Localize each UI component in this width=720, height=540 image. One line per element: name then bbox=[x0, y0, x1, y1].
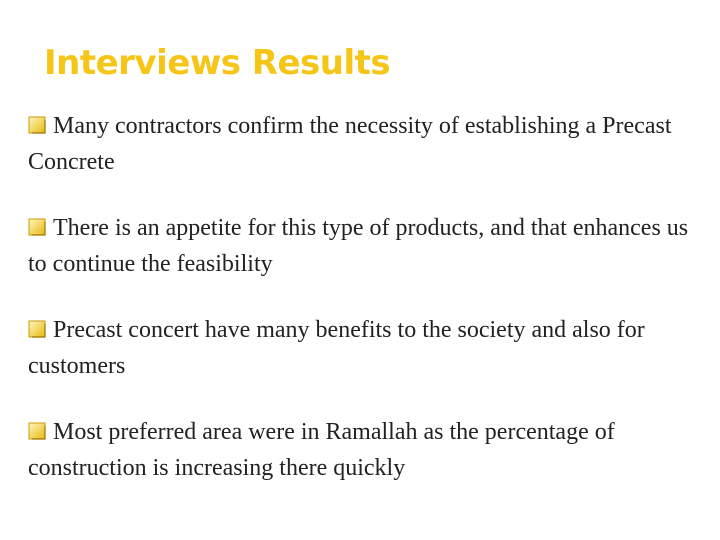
slide-title: Interviews Results bbox=[44, 43, 391, 83]
bullet-item bbox=[28, 414, 698, 486]
box-checkbox-icon bbox=[28, 422, 46, 440]
box-checkbox-icon bbox=[28, 218, 46, 236]
bullet-text: There is an appetite for this type of products, and that enhances us to continue the feasibility bbox=[28, 215, 689, 277]
bullet-text: Most preferred area were in Ramallah as the percentage of construction is increasing there quickly bbox=[28, 419, 615, 481]
bullet-item bbox=[28, 312, 698, 384]
bullet-item bbox=[28, 210, 698, 282]
box-checkbox-icon bbox=[28, 116, 46, 134]
bullet-text: Precast concert have many benefits to the society and also for customers bbox=[28, 317, 645, 379]
box-checkbox-icon bbox=[28, 320, 46, 338]
bullet-list bbox=[28, 108, 698, 516]
bullet-item bbox=[28, 108, 698, 180]
bullet-text: Many contractors confirm the necessity of establishing a Precast Concrete bbox=[28, 113, 672, 175]
